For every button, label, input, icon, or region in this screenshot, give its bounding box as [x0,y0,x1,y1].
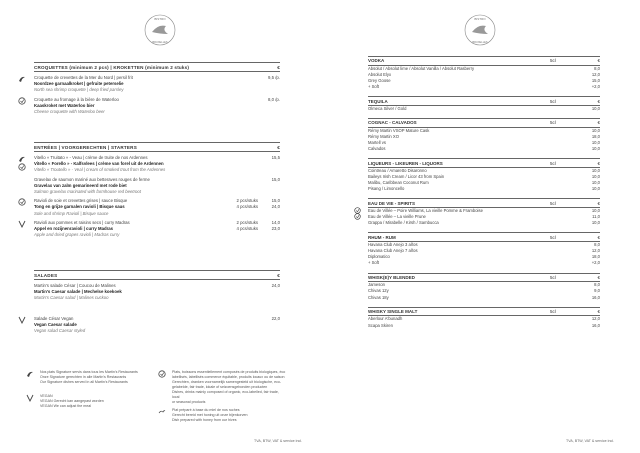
drink-price: +2,0 [591,260,600,266]
size-column-label: 5cl [550,234,556,240]
drink-row [368,84,600,90]
currency-label: € [597,234,600,240]
item-name-nl: Martin's Caesar salade | Mechelse koekoek [34,289,122,295]
drink-price: 12,0 [591,248,600,254]
drink-price: 10,0 [591,146,600,152]
item-name-nl: Gravelax van zalm gemarineerd met rode biet [34,182,127,188]
logo-sub-text: BRUXELLES [152,41,168,44]
drink-price: 18,0 [591,133,600,139]
drink-name: Absolut Elyx [368,71,392,77]
drink-name: Grappa / Mirabelle / Kirsh / Sambucca [368,220,439,226]
currency-label: € [277,64,280,70]
vegan-icon [18,220,26,228]
item-name-fr: Croquette au fromage à la bière de Waterloo [34,96,119,102]
drink-row [368,106,600,112]
legend-line: Plats, boissons essentiellement composés de produits biologiques, éco [172,370,286,374]
drinks-section-title: WHISKY SINGLE MALT [368,309,418,315]
local-icon [158,370,166,378]
legend-line: Plat préparé à base du miel de nos ruches [172,408,240,412]
drink-price: 10,0 [591,220,600,226]
drinks-section-header [368,158,600,168]
drink-price: +2,0 [591,84,600,90]
drinks-section-header [368,273,600,283]
legend-line: labellisés, labellisés commerce équitable, produits locaux ou de saison [172,375,285,379]
item-name-fr: Gravelax de saumon mariné aux betteraves rouges de ferme [34,176,150,182]
currency-label: € [597,200,600,206]
item-name-en: Vitello « Troutello » - Veal | cream of smoked trout from the Ardennes [34,167,166,173]
drink-name: Rémy Martin XO [368,133,399,139]
drink-name: Rémy Martin VSOP Mature Cask [368,127,430,133]
item-name-en: Apple and dried grapes ravioli | Madras curry [34,232,120,238]
currency-label: € [597,98,600,104]
menu-item [34,75,280,94]
item-qty: 2 pcs/stuks [236,198,258,204]
currency-label: € [597,274,600,280]
item-name-fr: Croquette de crevettes de la Mer du Nord | persil frit [34,75,133,80]
size-column-label: 5cl [550,160,556,166]
item-name-nl: Noordzee garnaalkroket | gefruite peterselie [34,81,124,87]
drink-name: Diplomatico [368,254,390,260]
item-name-en: Cheese croquette with Waterloo beer [34,109,105,115]
drink-price: 10,0 [591,186,600,192]
croquettes-section [34,62,280,115]
item-price: 23,0 [271,226,280,232]
size-column-label: 5cl [550,120,556,126]
menu-item [34,177,280,196]
drink-price: 12,0 [591,316,600,322]
legend-line: VEGAN [40,394,53,398]
currency-label: € [277,144,280,150]
menu-item [34,316,280,335]
item-name-fr: Martin's salade César | Coucou de Malines [34,283,116,288]
logo-sub-text: BRUXELLES [472,41,488,44]
drinks-section-header [368,96,600,106]
drink-price: 10,0 [591,167,600,173]
drink-price: 10,0 [591,174,600,180]
item-name-nl: Appel en rozijnenravioli | curry Madras [34,226,114,232]
item-name-en: Martin's Caesar salad | Malines cuckoo [34,295,109,301]
drink-name: Baileys Irish Cream / Licor 43 from Spain [368,174,445,180]
legend-line: Dishes, drinks mainly composed of organic, eco-labelled, fair trade, local [172,390,279,399]
section-header [34,270,280,280]
item-name-nl: Kaaskroket met Waterloo bier [34,102,95,108]
drink-price: 16,0 [591,322,600,328]
drink-name: Cointreau / Amaretto Disaronno [368,167,427,173]
local-icon [18,97,26,105]
drink-name: Olmeca Silver / Gold [368,105,407,111]
drinks-section-header [368,307,600,317]
drink-row [368,295,600,301]
size-column-label: 5cl [550,98,556,104]
item-price: 15,0 [271,198,280,204]
drinks-section-header [368,198,600,208]
legend-vegan [40,394,150,409]
drink-name: Chivas 12y [368,288,389,294]
drink-name: + Soft [368,260,380,266]
signature-icon [18,155,26,163]
size-column-label: 5cl [550,309,556,315]
item-qty: 4 pcs/stuks [236,226,258,232]
salads-section [34,270,280,334]
item-price: 9,5 /p. [268,75,280,80]
drinks-section-title: VODKA [368,58,385,64]
item-price: 8,0 /p. [268,96,280,102]
section-title: CROQUETTES (minimum 2 pcs) | KROKETTEN (minimum 2 stuks) [34,64,190,70]
menu-item [34,97,280,116]
legend-line: VEGAN We can adjust the meal [40,404,92,408]
signature-icon [26,370,34,378]
logo-top-text: BISTRO [474,17,486,21]
size-column-label: 5cl [550,274,556,280]
drink-name: Jameson [368,282,385,288]
drink-name: Grey Goose [368,77,391,83]
drink-name: Calvados [368,146,386,152]
legend-line: VEGAN Gerecht kan aangepast worden [40,399,104,403]
bistro-logo [462,12,498,50]
legend-line: Nos plats Signature servis dans tous les Martin's Restaurants [40,370,138,374]
footer-note: TVA, BTW, VAT & service incl. [254,439,303,443]
legend-line: Gerechten, dranken voornamelijk samengesteld uit biologische, eco- [172,380,282,384]
bistro-logo [142,12,178,50]
currency-label: € [597,309,600,315]
legend-local [172,370,287,405]
menu-item [34,283,280,302]
drink-name: + Soft [368,84,380,90]
menu-item [34,155,280,174]
drinks-section-title: EAU DE VIE - SPIRITS [368,200,416,206]
drink-price: 12,0 [591,71,600,77]
legend-line: Dish prepared with honey from our hives [172,418,237,422]
drinks-section-header [368,118,600,128]
section-header [34,62,280,72]
drink-row [368,146,600,152]
bird-logo-icon [462,12,498,48]
signature-icon [18,75,26,83]
drinks-section-header [368,232,600,242]
drink-name: Aberlour A'bunadh [368,316,403,322]
drinks-section-header [368,56,600,66]
drinks-section-title: RHUM - RUM [368,234,396,240]
section-title: ENTRÉES | VOORGERECHTEN | STARTERS [34,144,137,150]
drink-row [368,186,600,192]
item-name-nl: Tong en grijze garnalen ravioli | Bisque saus [34,204,125,210]
drink-price: 10,0 [591,105,600,111]
drink-name: Eau de Villée – La vieille Prune [368,214,426,220]
footer-note: TVA, BTW, VAT & service incl. [566,439,615,443]
honey-icon [158,408,166,416]
drink-name: Chivas 18y [368,294,389,300]
drink-name: Eau de Villée – Poire Williams, La vieille Pomme & Framboise [368,208,483,214]
drink-name: Pisang / Limoncello [368,186,405,192]
item-name-fr: Ravioli de soie et crevettes grises | sauce Bisque [34,198,128,204]
legend-line: Onze Signature gerechten in alle Martin's Restaurants [40,375,127,379]
drink-name: Havana Club Anejo 3 años [368,242,418,248]
size-column-label: 5cl [550,200,556,206]
item-name-fr: Ravioli aux pommes et raisins secs | curry Madras [34,219,130,225]
drink-price: 8,0 [594,282,600,288]
item-name-en: Sole and shrimp Ravioli | Bisque sauce [34,210,109,216]
drink-price: 10,0 [591,180,600,186]
vegan-icon [26,394,34,402]
item-name-nl: Vitello « Forello » - Kalfsvlees | crème van forel uit de Ardennen [34,161,164,167]
drink-name: Martell vs [368,140,386,145]
bird-logo-icon [142,12,178,48]
section-title: SALADES [34,272,58,278]
drink-row [368,260,600,266]
drinks-section-title: TEQUILA [368,98,388,104]
item-price: 15,0 [271,176,280,182]
drinks-section-title: LIQUEURS - LIKEUREN - LIQUORS [368,160,443,166]
drink-name: Scapa Skiren [368,322,393,328]
drink-name: Havana Club Anejo 7 años [368,248,418,254]
currency-label: € [597,160,600,166]
local-icon [18,198,26,206]
currency-label: € [277,272,280,278]
item-price: 24,0 [271,283,280,288]
legend-signature [40,370,150,385]
drinks-section-title: COGNAC - CALVADOS [368,120,417,126]
drink-price: 9,0 [594,288,600,294]
item-name-fr: Salade César Vegan [34,315,74,321]
item-qty: 4 pcs/stuks [236,204,258,210]
drink-price: 10,0 [591,127,600,133]
currency-label: € [597,120,600,126]
item-price: 22,0 [271,315,280,321]
legend-line: Our Signature dishes served in all Martin's Restaurants [40,380,128,384]
drink-name: Absolut / Absolut lime / Absolut Vanilla / Absolut Rasberry [368,65,475,71]
section-header [34,142,280,152]
legend-line: or seasonal products [172,400,206,404]
menu-item [34,198,280,217]
menu-item [34,220,280,239]
drink-price: 15,0 [591,77,600,83]
legend-line: gelabelde, fair trade, lokale of seizoensgebonden producten [172,385,268,389]
drink-price: 11,0 [592,214,600,220]
drink-price: 16,0 [591,294,600,300]
item-price: 24,0 [271,204,280,210]
drinks-section-title: WHISK(E)Y BLENDED [368,274,415,280]
legend-honey [172,408,287,423]
logo-top-text: BISTRO [154,17,166,21]
drinks-list [368,56,600,329]
currency-label: € [597,58,600,64]
drink-price: 10,0 [591,208,600,214]
drink-price: 8,0 [594,242,600,248]
size-column-label: 5cl [550,58,556,64]
item-name-en: Salmon gravelax marinated with farmhouse red beetroot [34,189,142,195]
item-name-en: Vegan salad Caesar styled [34,328,86,334]
drink-name: Malibu, Caribbean Coconut Rum [368,180,429,186]
drink-price: 18,0 [591,254,600,260]
item-price: 14,0 [271,219,280,225]
legend-line: Gerecht bereid met honing uit onze bijenkorven [172,413,248,417]
item-name-nl: Vegan Caesar salade [34,321,77,327]
local-icon [354,213,362,221]
item-name-fr: Vitello « Truitato » - Veau | crème de truite de nos Ardennes [34,155,148,160]
vegan-icon [18,316,26,324]
item-name-en: North sea shrimp croquette | deep fried parsley [34,87,124,93]
drink-row [368,323,600,329]
drink-row [368,220,600,226]
drink-price: 8,0 [594,65,600,71]
item-qty: 2 pcs/stuks [236,219,258,225]
local-icon [18,163,26,171]
item-price: 15,5 [271,155,280,160]
drink-price: 10,0 [591,140,600,145]
starters-section [34,142,280,238]
